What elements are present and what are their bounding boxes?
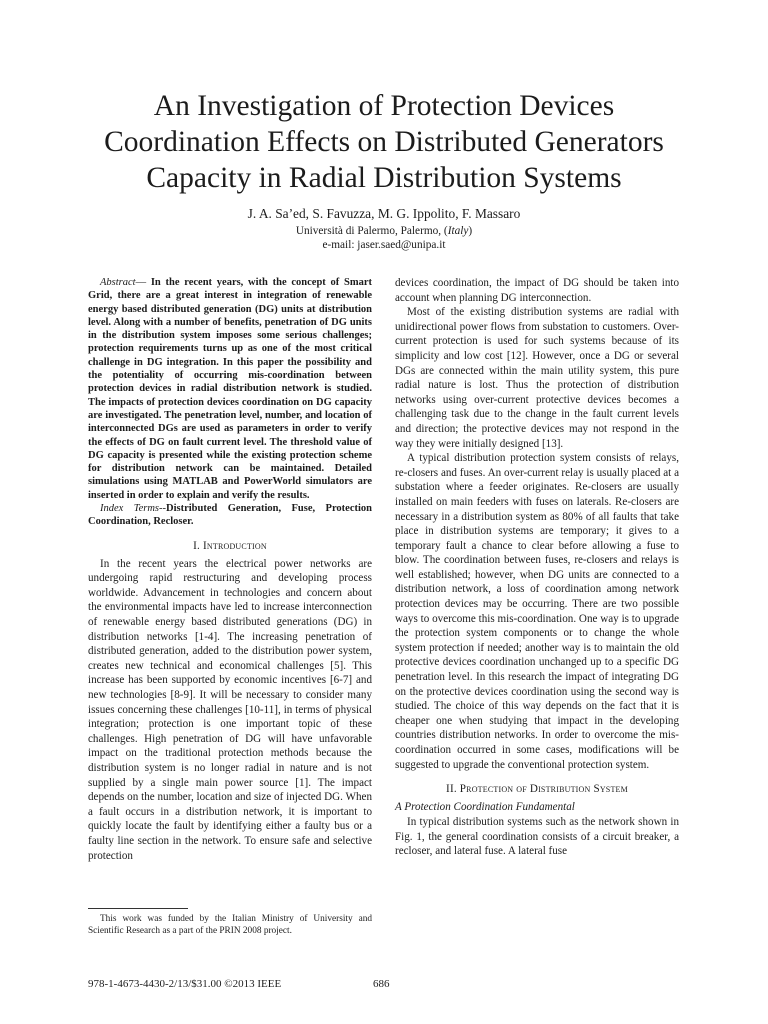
intro-paragraph: In the recent years the electrical power networks are undergoing rapid restructuring and developing process worldwide. Advancement in technologies and concern about the environmental impacts have led to increase interconnection of renewable energy based distributed generations (DG) in distribution networks [1-4]. The increasing penetration of distributed generation, added to the distribution power system, creates new technical and economical challenges [5]. This increase has been supported by economic incentives [6-7] and new technologies [8-9]. It will be necessary to consider many issues concerning these challenges [10-11], in terms of physical integration; protection is one important topic of these challenges. High penetration of DG will have unfavorable impact on the traditional protection methods because the distribution system is no longer radial in nature and is not supplied by a single main power source [1]. The impact depends on the number, location and size of injected DG. When a fault occurs in a distribution network, it is important to quickly locate the fault by identifying either a faulty bus or a faulty line section in the network. To ensure safe and selective protection	[88, 557, 372, 862]
abstract-dash: —	[135, 277, 151, 288]
title-line: Coordination Effects on Distributed Generators	[104, 126, 664, 158]
affiliation-prefix: Università di Palermo, Palermo, (	[295, 225, 448, 237]
author-list: J. A. Sa’ed, S. Favuzza, M. G. Ippolito, F. Massaro	[247, 206, 521, 221]
right-column	[395, 276, 679, 859]
title-line: An Investigation of Protection Devices	[153, 90, 615, 122]
index-terms-dash: --	[159, 503, 167, 515]
index-terms-label: Index Terms	[100, 503, 160, 515]
index-terms	[88, 502, 372, 529]
paragraph-radial-systems: Most of the existing distribution systems are radial with unidirectional power flows from substation to customers. Over-current protection is used for such systems because of its simplicity and low cost [12]. However, once a DG or several DGs are connected within the main utility system, this pure radial nature is lost. Thus the protection of distribution networks using over-current protective devices becomes a challenging task due to the change in the fault current levels and direction; the protective devices may not respond in the way they were initially designed [13].	[395, 306, 679, 450]
section-heading-protection: II. Protection of Distribution System	[446, 783, 628, 796]
affiliation	[60, 224, 708, 238]
affiliation-suffix: )	[468, 225, 473, 237]
footer-copyright: 978-1-4673-4430-2/13/$31.00 ©2013 IEEE	[88, 978, 282, 990]
affiliation-country: Italy	[447, 225, 469, 237]
subsection-heading-coordination: A Protection Coordination Fundamental	[395, 801, 575, 814]
funding-footnote: This work was funded by the Italian Ministry of University and Scientific Research as a part of the PRIN 2008 project.	[88, 914, 372, 936]
footnote-divider	[88, 908, 188, 909]
index-terms-text: Distributed Generation, Fuse, Protection Coordination, Recloser.	[88, 503, 372, 528]
left-column	[88, 276, 372, 863]
title-line: Capacity in Radial Distribution Systems	[146, 162, 622, 194]
page-number: 686	[373, 978, 390, 990]
paper-title	[60, 88, 708, 196]
author-email: e-mail: jaser.saed@unipa.it	[322, 239, 446, 251]
section-heading-introduction: I. Introduction	[193, 539, 267, 552]
abstract	[88, 276, 372, 502]
paragraph-continuation: devices coordination, the impact of DG should be taken into account when planning DG interconnection.	[395, 277, 679, 304]
paragraph-protection-system: A typical distribution protection system consists of relays, re-closers and fuses. An over-current relay is usually placed at a substation where a feeder originates. Re-closers are usually installed on main feeders with fuses on laterals. Re-closers are necessary in a distribution system as 80% of all faults that take place in distribution systems are temporary; it gives to a temporary fault a chance to clear before allowing a fuse to blow. The coordination between fuses, re-closers and relays is well established; however, when DG units are connected to a distribution network, a loss of coordination among network protection devices may be occurring. There are two possible ways to overcome this mis-coordination. One way is to upgrade the protection system components or to change the whole system protection if needed; another way is to maintain the old protective devices coordination unchanged up to a specific DG penetration level. In this research the impact of integrating DG on the protective devices coordination using the second way is studied. The choice of this way depends on the fact that it is cheaper one when studying that impact in the developing countries distribution networks. In order to overcome the mis-coordination occurred in some cases, modifications will be suggested to upgrade the conventional protection system.	[395, 452, 679, 771]
abstract-label: Abstract	[100, 277, 136, 288]
abstract-text: In the recent years, with the concept of Smart Grid, there are a great interest in integration of renewable energy based distributed generation (DG) units at distribution level. Along with a number of benefits, penetration of DG units in the distribution system imposes some serious challenges; protection requirements turns up as one of the most critical challenge in DG integration. In this paper the possibility and the potentiality of occurring mis-coordination between protection devices in radial distribution network is studied. The impacts of protection devices coordination on DG capacity are investigated. The penetration level, number, and location of interconnected DGs are used as parameters in order to verify the effects of DG on fault current level. The threshold value of DG capacity is presented while the existing protection scheme for distribution network can be maintained. Detailed simulations using MATLAB and PowerWorld simulators are inserted in order to explain and verify the results.	[88, 277, 372, 501]
paragraph-coordination: In typical distribution systems such as the network shown in Fig. 1, the general coordination consists of a circuit breaker, a recloser, and lateral fuse. A lateral fuse	[395, 816, 679, 858]
